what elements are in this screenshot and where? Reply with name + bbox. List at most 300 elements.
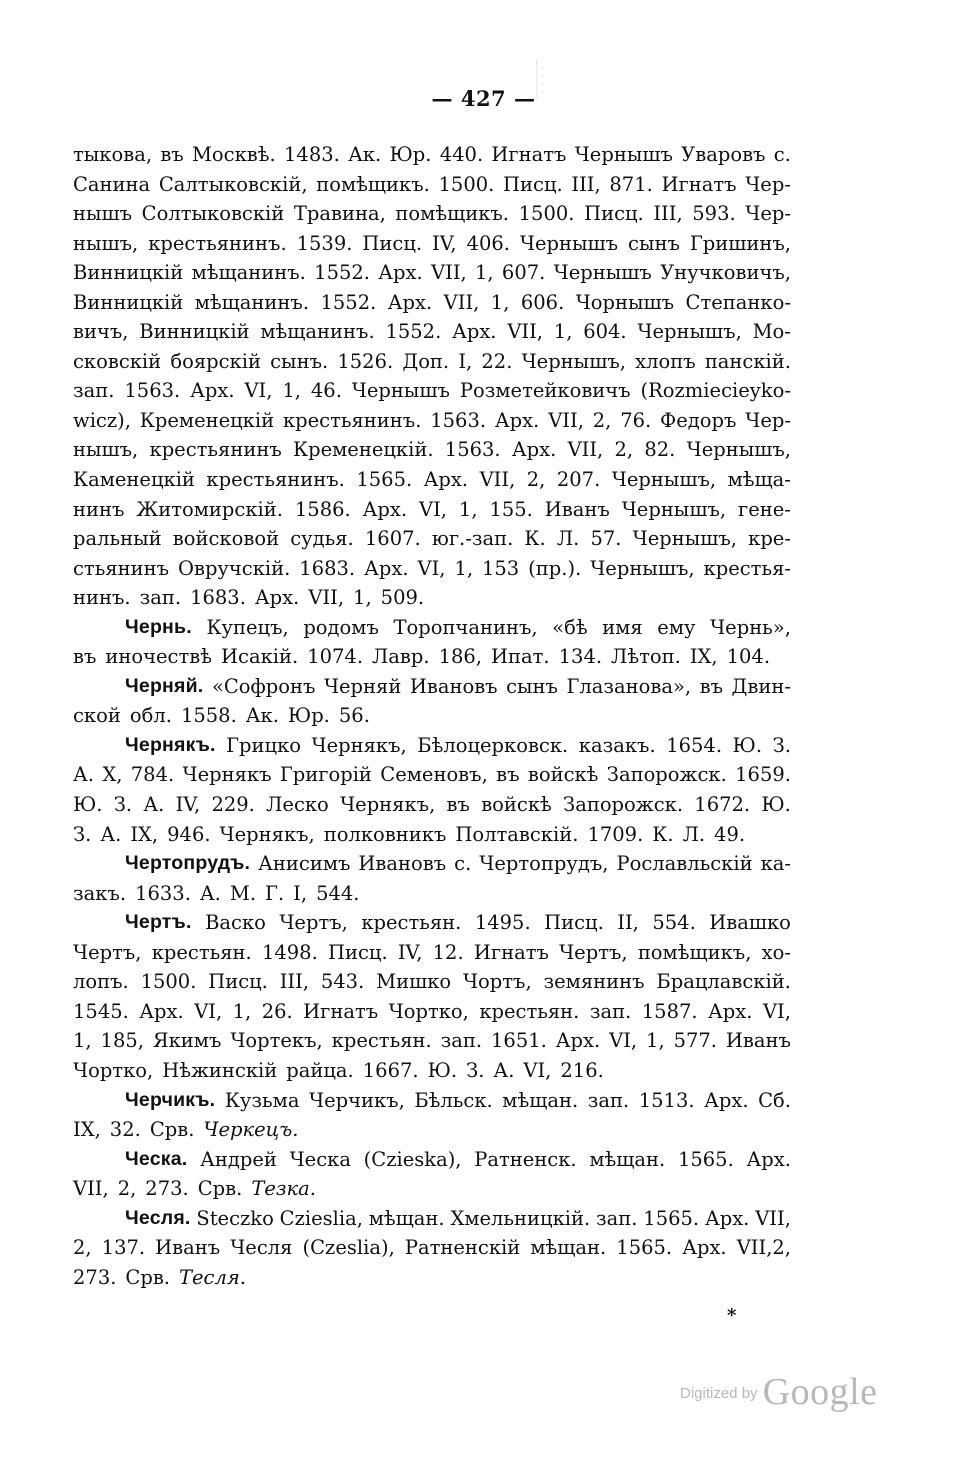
- text-line: [73, 613, 791, 643]
- word: Чернышъ: [519, 231, 619, 255]
- word: 273.: [145, 1177, 189, 1201]
- text-line: [73, 1263, 791, 1293]
- word: З.: [772, 733, 791, 757]
- entry-headword: Черняй.: [125, 674, 204, 697]
- word: Лавр.: [372, 645, 430, 669]
- word: 2,: [73, 1236, 92, 1260]
- word: 1,: [646, 1029, 665, 1053]
- word: Москвѣ.: [191, 143, 276, 166]
- word: панскій.: [704, 349, 791, 373]
- word: Ратненск.: [474, 1147, 577, 1171]
- word: Грицко: [226, 733, 301, 757]
- word: 1563.: [430, 408, 487, 432]
- word: А.: [143, 793, 165, 817]
- text-line: [73, 849, 791, 879]
- word: с.: [454, 852, 472, 876]
- text-line: [73, 760, 791, 790]
- word: I,: [458, 349, 473, 373]
- word: кре-: [748, 527, 791, 551]
- word: К.: [524, 527, 546, 551]
- text-line: [73, 967, 791, 997]
- word: К.: [652, 822, 674, 846]
- word: въ: [73, 645, 97, 669]
- word: 1,: [232, 999, 252, 1023]
- word: Ипат.: [491, 645, 550, 669]
- word: Анисимъ: [258, 852, 351, 876]
- word: Васко: [205, 911, 266, 935]
- word: 544.: [316, 881, 360, 905]
- word: VII,: [755, 1206, 791, 1230]
- word: II,: [617, 911, 639, 935]
- word: 1074.: [307, 645, 364, 669]
- word: VII,: [73, 1177, 109, 1201]
- word: Ивановъ: [358, 852, 447, 876]
- word: стьянинъ: [73, 556, 170, 580]
- text-line: [73, 997, 791, 1027]
- word: 607.: [501, 261, 546, 285]
- word: Якимъ: [152, 1029, 222, 1053]
- word: Cziesliа,: [279, 1206, 363, 1230]
- word: 1,: [353, 586, 372, 610]
- word: 32.: [109, 1118, 141, 1142]
- text-line: [73, 347, 791, 377]
- text-line: [73, 1026, 791, 1056]
- word: хо-: [761, 940, 791, 964]
- word: 1654.: [666, 733, 723, 757]
- word: 1539.: [296, 231, 353, 255]
- word: VII,: [548, 408, 584, 432]
- word: мѣщан.: [589, 1147, 666, 1171]
- word: ему: [657, 615, 696, 639]
- word: Писц.: [362, 231, 423, 255]
- word: VII,2,: [736, 1236, 791, 1260]
- word: Чортко,: [73, 1058, 154, 1082]
- word: Нѣжинскій: [162, 1058, 278, 1082]
- word: 606.: [520, 290, 565, 314]
- word: 1587.: [641, 999, 698, 1023]
- word: Салтыковскій,: [158, 172, 308, 196]
- word: Ю.: [732, 733, 763, 757]
- entry-headword: Черчикъ.: [125, 1088, 216, 1111]
- word: «Софронъ: [211, 674, 316, 698]
- word: А.: [493, 1058, 515, 1082]
- word: IV,: [432, 231, 457, 255]
- word: X,: [102, 763, 123, 787]
- text-line: [73, 731, 791, 761]
- word: wicz),: [73, 408, 131, 432]
- word: ской: [73, 704, 121, 728]
- word: Арх.: [746, 1147, 791, 1171]
- word: 26.: [261, 999, 293, 1023]
- word: въ: [699, 674, 724, 698]
- word: 406.: [466, 231, 510, 255]
- word: Чернышъ: [574, 143, 673, 166]
- word: сынъ: [506, 674, 558, 698]
- word: нышъ,: [73, 438, 139, 462]
- word: Бѣлоцерковск.: [417, 733, 569, 757]
- word: нинъ.: [73, 586, 131, 610]
- word: Steczko: [196, 1206, 274, 1230]
- word: ка-: [760, 852, 791, 876]
- word: Степанко-: [685, 290, 791, 314]
- word: Чертъ,: [279, 911, 348, 935]
- word: Л.: [556, 527, 580, 551]
- word: Чернышъ,: [632, 527, 737, 551]
- word: боярскій: [170, 349, 261, 373]
- word: мѣщан.: [502, 1088, 579, 1112]
- word: 1667.: [362, 1058, 419, 1082]
- word: зап.: [589, 999, 632, 1023]
- word: нышъ: [73, 202, 133, 226]
- word: Черняй: [323, 674, 402, 698]
- text-line: [73, 229, 791, 259]
- word: Мишко: [376, 970, 452, 994]
- word: Унучковичъ,: [660, 261, 791, 285]
- word: Брацлавскій.: [656, 970, 791, 994]
- word: 46.: [310, 379, 342, 403]
- text-line: [73, 170, 791, 200]
- word: Л.: [682, 822, 706, 846]
- word: (Rozmiecieyko-: [640, 379, 791, 403]
- word: въ: [446, 793, 470, 817]
- text-line: [73, 554, 791, 584]
- word: 1495.: [474, 911, 531, 935]
- word: Чортекъ,: [230, 1029, 323, 1053]
- digitized-watermark: [680, 1370, 878, 1414]
- word: Арх.: [452, 320, 497, 344]
- word: 186,: [438, 645, 482, 669]
- word: Арх.: [423, 468, 469, 492]
- word: 871.: [609, 172, 653, 196]
- word: 593.: [692, 202, 736, 226]
- cross-reference: Черкецъ.: [203, 1118, 299, 1142]
- word: Житомирскій.: [136, 497, 283, 521]
- word: Ак.: [348, 143, 382, 166]
- text-line: [73, 1174, 791, 1204]
- word: Ивановъ: [409, 674, 498, 698]
- word: Запорожск.: [606, 763, 727, 787]
- word: VI,: [609, 1029, 638, 1053]
- word: Кременецкій.: [293, 438, 434, 462]
- word: сынъ: [628, 231, 680, 255]
- word: Срв.: [125, 1265, 171, 1289]
- word: войскѣ: [527, 763, 599, 787]
- word: VII,: [567, 438, 604, 462]
- word: I,: [293, 881, 308, 905]
- word: Каменецкій: [73, 468, 195, 492]
- word: 1,: [490, 290, 510, 314]
- word: 155.: [489, 497, 533, 521]
- word: Бѣльск.: [414, 1088, 493, 1112]
- text-line: [73, 140, 791, 170]
- word: (пр.).: [528, 556, 582, 580]
- word: Чортко,: [388, 999, 469, 1023]
- word: 207.: [556, 468, 601, 492]
- word: имя: [602, 615, 643, 639]
- word: Винницкій: [139, 320, 250, 344]
- word: Леско: [266, 793, 329, 817]
- word: 57.: [590, 527, 622, 551]
- text-line: [73, 435, 791, 465]
- word: крестья-: [703, 556, 791, 580]
- word: въ: [496, 763, 520, 787]
- watermark-prefix: Digitized by: [680, 1385, 758, 1402]
- word: Уваровъ: [681, 143, 766, 166]
- word: нинъ: [73, 497, 125, 521]
- word: 509.: [380, 586, 425, 610]
- word: Исакій.: [221, 645, 299, 669]
- word: Семеновъ,: [380, 763, 488, 787]
- word: 440.: [439, 143, 484, 166]
- word: Чернышъ: [351, 379, 450, 403]
- word: Писц.: [544, 911, 604, 935]
- word: Чер-: [745, 172, 791, 196]
- word: войсковой: [172, 527, 280, 551]
- word: Арх.: [362, 497, 408, 521]
- text-line: [73, 199, 791, 229]
- word: Арх.: [704, 1206, 750, 1230]
- word: VII,: [479, 468, 516, 492]
- word: Арх.: [190, 379, 235, 403]
- word: Кременецкій: [139, 408, 275, 432]
- word: З.: [73, 822, 92, 846]
- word: Гришинъ,: [689, 231, 791, 255]
- word: III,: [653, 202, 683, 226]
- word: 1,: [282, 379, 301, 403]
- word: 1683.: [190, 586, 246, 610]
- word: Арх.: [254, 586, 300, 610]
- word: Ратненскій: [404, 1236, 521, 1260]
- word: А.: [199, 881, 221, 905]
- word: 1565.: [616, 1236, 673, 1260]
- word: Чернышъ: [553, 261, 652, 285]
- text-line: [73, 1233, 791, 1263]
- word: крестьянинъ.: [148, 231, 287, 255]
- word: крестьян.: [331, 1029, 432, 1053]
- word: 1633.: [135, 881, 191, 905]
- word: Григорій: [279, 763, 372, 787]
- word: Торопчанинъ,: [393, 615, 538, 639]
- word: Чер-: [745, 408, 791, 432]
- word: 1683.: [299, 556, 356, 580]
- entry-headword: Чернякъ.: [125, 733, 216, 756]
- word: Овручскій.: [177, 556, 291, 580]
- word: 1552.: [320, 290, 377, 314]
- word: гене-: [738, 497, 791, 521]
- word: Писц.: [208, 970, 268, 994]
- word: Игнатъ: [473, 940, 549, 964]
- word: Двин-: [731, 674, 791, 698]
- word: Чернь»,: [710, 615, 791, 639]
- cross-reference: Тезка.: [251, 1177, 316, 1201]
- google-logo-text: Google: [762, 1371, 878, 1413]
- word: 554.: [652, 911, 696, 935]
- word: Писц.: [584, 202, 644, 226]
- word: Чертопрудъ,: [479, 852, 609, 876]
- word: Ческа: [289, 1147, 351, 1171]
- word: (Czieska),: [363, 1147, 462, 1171]
- text-line: [73, 672, 791, 702]
- word: Чернякъ,: [311, 733, 407, 757]
- word: обл.: [129, 704, 172, 728]
- word: Винницкій: [73, 290, 184, 314]
- word: Писц.: [327, 940, 388, 964]
- word: Санина: [73, 172, 151, 196]
- word: закъ.: [73, 881, 127, 905]
- word: крестьян.: [479, 999, 580, 1023]
- word: 1607.: [364, 527, 421, 551]
- page-number: — 427 —: [431, 86, 536, 111]
- word: 1709.: [587, 822, 644, 846]
- word: 1,: [454, 556, 474, 580]
- word: Хмельницкій.: [450, 1206, 591, 1230]
- word: Чернякъ,: [219, 822, 315, 846]
- word: 1500.: [518, 202, 575, 226]
- word: с.: [773, 143, 791, 166]
- word: Чернышъ,: [611, 468, 717, 492]
- word: зап.: [440, 1029, 483, 1053]
- word: 1651.: [491, 1029, 547, 1053]
- text-line: [73, 1115, 791, 1145]
- word: райца.: [286, 1058, 354, 1082]
- word: Арх.: [708, 999, 753, 1023]
- word: 1659.: [735, 763, 791, 787]
- word: Срв.: [149, 1118, 195, 1142]
- word: 12.: [432, 940, 464, 964]
- word: 76.: [620, 408, 652, 432]
- word: VI,: [244, 379, 273, 403]
- text-line: [73, 317, 791, 347]
- word: крестьянинъ: [149, 438, 282, 462]
- word: VII,: [308, 586, 345, 610]
- word: Лѣтоп.: [611, 645, 681, 669]
- word: крестьян.: [151, 940, 252, 964]
- word: Арх.: [511, 438, 557, 462]
- word: Ивашко: [709, 911, 791, 935]
- word: Арх.: [555, 1029, 601, 1053]
- text-line: [73, 701, 791, 731]
- text-line: [73, 642, 791, 672]
- word: Арх.: [378, 261, 423, 285]
- word: Чернякъ: [182, 763, 272, 787]
- word: Солтыковскій: [141, 202, 285, 226]
- word: Федоръ: [660, 408, 737, 432]
- word: войскѣ: [481, 793, 552, 817]
- word: мѣщан.: [530, 1236, 607, 1260]
- word: 1,: [73, 1029, 92, 1053]
- word: А.: [73, 763, 94, 787]
- word: Розметейковичъ: [459, 379, 631, 403]
- entry-headword: Ческа.: [125, 1147, 188, 1170]
- word: 1563.: [124, 379, 181, 403]
- word: IX,: [689, 645, 718, 669]
- word: Чер-: [745, 202, 791, 226]
- word: зап.: [596, 1206, 638, 1230]
- word: 604.: [583, 320, 627, 344]
- word: 1,: [475, 261, 494, 285]
- word: 1545.: [73, 999, 129, 1023]
- word: Чортъ,: [462, 970, 532, 994]
- word: 1565.: [643, 1206, 700, 1230]
- word: Иванъ: [725, 1029, 791, 1053]
- page-text: [73, 140, 791, 1292]
- word: Чертъ,: [559, 940, 628, 964]
- word: IX,: [130, 822, 159, 846]
- word: 1565.: [677, 1147, 734, 1171]
- word: помѣщикъ.: [316, 172, 430, 196]
- text-line: [73, 1145, 791, 1175]
- word: VI,: [523, 1058, 552, 1082]
- word: Черчикъ,: [309, 1088, 405, 1112]
- word: 1513.: [638, 1088, 695, 1112]
- word: 577.: [673, 1029, 717, 1053]
- word: ральный: [73, 527, 162, 551]
- word: VII,: [443, 290, 480, 314]
- text-line: [73, 879, 791, 909]
- word: 2,: [526, 468, 546, 492]
- word: Арх.: [682, 1236, 727, 1260]
- word: земянинъ: [543, 970, 645, 994]
- word: Травина,: [293, 202, 386, 226]
- word: III,: [279, 970, 310, 994]
- word: 543.: [320, 970, 365, 994]
- word: 153: [481, 556, 520, 580]
- word: Чернышъ,: [686, 438, 791, 462]
- word: 1500.: [140, 970, 197, 994]
- word: Андрей: [200, 1147, 277, 1171]
- word: 1558.: [180, 704, 237, 728]
- word: 216.: [560, 1058, 604, 1082]
- word: Игнатъ: [303, 999, 379, 1023]
- word: мѣщанинъ.: [260, 320, 375, 344]
- word: 1526.: [337, 349, 394, 373]
- word: (Czesliа),: [302, 1236, 395, 1260]
- word: Г.: [265, 881, 285, 905]
- text-line: [73, 583, 791, 613]
- word: 2,: [117, 1177, 137, 1201]
- text-line: [73, 524, 791, 554]
- word: IV,: [175, 793, 201, 817]
- text-line: [73, 258, 791, 288]
- word: А.: [100, 822, 122, 846]
- word: Арх.: [364, 556, 409, 580]
- word: иночествѣ: [105, 645, 213, 669]
- word: Сб.: [758, 1088, 791, 1112]
- word: 134.: [558, 645, 603, 669]
- word: 784.: [130, 763, 175, 787]
- word: Чернякъ,: [340, 793, 436, 817]
- text-line: [73, 288, 791, 318]
- word: Иванъ: [155, 1236, 221, 1260]
- text-line: [73, 820, 791, 850]
- word: Глазанова»,: [566, 674, 692, 698]
- word: мѣща-: [727, 468, 791, 492]
- word: крестьянинъ.: [206, 468, 345, 492]
- word: VI,: [762, 999, 791, 1023]
- word: 56.: [338, 704, 370, 728]
- word: зап.: [139, 586, 182, 610]
- word: 1483.: [284, 143, 340, 166]
- word: IV,: [397, 940, 423, 964]
- word: IX,: [73, 1118, 101, 1142]
- word: казакъ.: [578, 733, 656, 757]
- word: полковникъ: [323, 822, 447, 846]
- word: 185,: [100, 1029, 144, 1053]
- word: помѣщикъ.: [395, 202, 510, 226]
- word: VI,: [419, 497, 447, 521]
- word: Чесля: [230, 1236, 293, 1260]
- word: Ак.: [245, 704, 279, 728]
